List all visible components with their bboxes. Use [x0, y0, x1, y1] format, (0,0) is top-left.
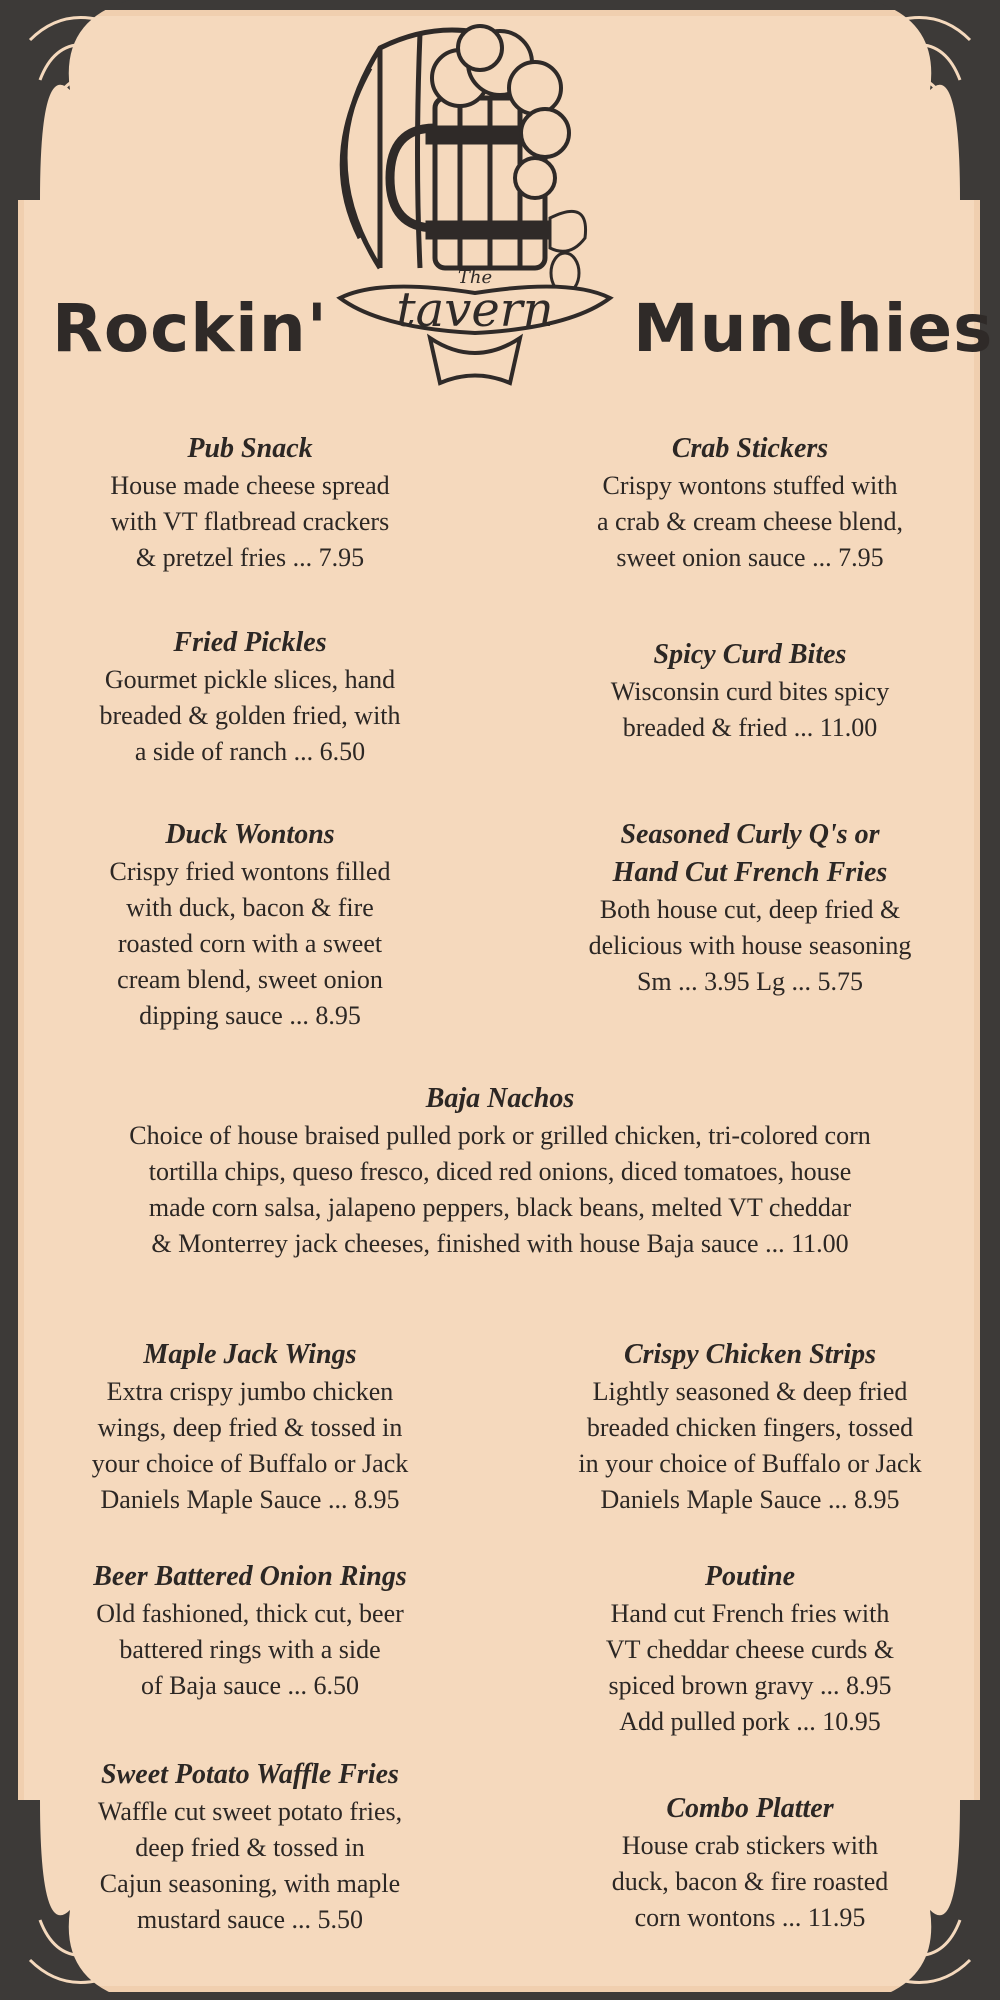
- menu-item-poutine: [545, 1558, 955, 1740]
- item-name: Poutine: [704, 1561, 796, 1592]
- item-description: House crab stickers with duck, bacon & fire roasted corn wontons ... 11.95: [611, 1831, 889, 1932]
- menu-item-pub-snack: [60, 430, 440, 576]
- menu-item-combo-platter: [545, 1790, 955, 1936]
- item-description: Lightly seasoned & deep fried breaded chicken fingers, tossed in your choice of Buffalo or Jack Daniels Maple Sauce ... 8.95: [578, 1377, 922, 1514]
- item-name: Crispy Chicken Strips: [623, 1339, 877, 1370]
- menu-item-curly-q-fries: [545, 816, 955, 1000]
- item-name: Beer Battered Onion Rings: [93, 1561, 407, 1592]
- item-description: Gourmet pickle slices, hand breaded & golden fried, with a side of ranch ... 6.50: [99, 665, 401, 766]
- scroll-corner-top-left: [0, 0, 130, 200]
- menu-item-onion-rings: [60, 1558, 440, 1704]
- scroll-corner-top-right: [870, 0, 1000, 200]
- logo-tavern-text: tavern: [396, 282, 554, 338]
- item-name: Baja Nachos: [425, 1083, 575, 1114]
- item-description: Both house cut, deep fried & delicious with house seasoning Sm ... 3.95 Lg ... 5.75: [588, 895, 912, 996]
- item-name: Pub Snack: [187, 433, 313, 464]
- menu-item-fried-pickles: [60, 624, 440, 770]
- menu-item-maple-jack-wings: [60, 1336, 440, 1518]
- item-description: Waffle cut sweet potato fries, deep fried & tossed in Cajun seasoning, with maple mustard sauce ... 5.50: [97, 1797, 403, 1934]
- item-description: Extra crispy jumbo chicken wings, deep fried & tossed in your choice of Buffalo or Jack Daniels Maple Sauce ... 8.95: [91, 1377, 409, 1514]
- item-name: Combo Platter: [666, 1793, 834, 1824]
- item-name: Sweet Potato Waffle Fries: [101, 1759, 399, 1790]
- item-description: Hand cut French fries with VT cheddar cheese curds & spiced brown gravy ... 8.95 Add pulled pork ... 10.95: [605, 1599, 895, 1736]
- tavern-logo: [320, 8, 630, 388]
- menu-item-crispy-chicken-strips: [545, 1336, 955, 1518]
- item-name: Crab Stickers: [671, 433, 829, 464]
- menu-item-duck-wontons: [60, 816, 440, 1034]
- item-name: Fried Pickles: [173, 627, 327, 658]
- logo-the-text: The: [457, 267, 493, 288]
- hops-leaf-icon: [550, 211, 586, 293]
- heading-rockin: Rockin': [52, 290, 328, 367]
- item-description: Wisconsin curd bites spicy breaded & fried ... 11.00: [610, 677, 890, 742]
- item-description: Crispy wontons stuffed with a crab & cream cheese blend, sweet onion sauce ... 7.95: [596, 471, 904, 572]
- item-description: Old fashioned, thick cut, beer battered rings with a side of Baja sauce ... 6.50: [96, 1599, 404, 1700]
- item-name: Duck Wontons: [165, 819, 335, 850]
- heading-munchies: Munchies: [633, 290, 994, 367]
- menu-item-spicy-curd-bites: [545, 636, 955, 746]
- menu-item-sweet-potato-fries: [60, 1756, 440, 1938]
- menu-item-crab-stickers: [545, 430, 955, 576]
- item-name: Maple Jack Wings: [143, 1339, 357, 1370]
- item-name: Seasoned Curly Q's or Hand Cut French Fries: [612, 819, 888, 888]
- item-description: Choice of house braised pulled pork or grilled chicken, tri-colored corn tortilla chips, queso fresco, diced red onions, diced tomatoes, house made corn salsa, jalapeno peppers, black beans, melted VT cheddar & Monterrey jack cheeses, finished with house Baja sauce ... 11.00: [129, 1121, 871, 1258]
- item-description: Crispy fried wontons filled with duck, bacon & fire roasted corn with a sweet cream blend, sweet onion dipping sauce ... 8.95: [109, 857, 391, 1030]
- item-name: Spicy Curd Bites: [653, 639, 847, 670]
- menu-item-baja-nachos: [60, 1080, 940, 1262]
- item-description: House made cheese spread with VT flatbread crackers & pretzel fries ... 7.95: [110, 471, 390, 572]
